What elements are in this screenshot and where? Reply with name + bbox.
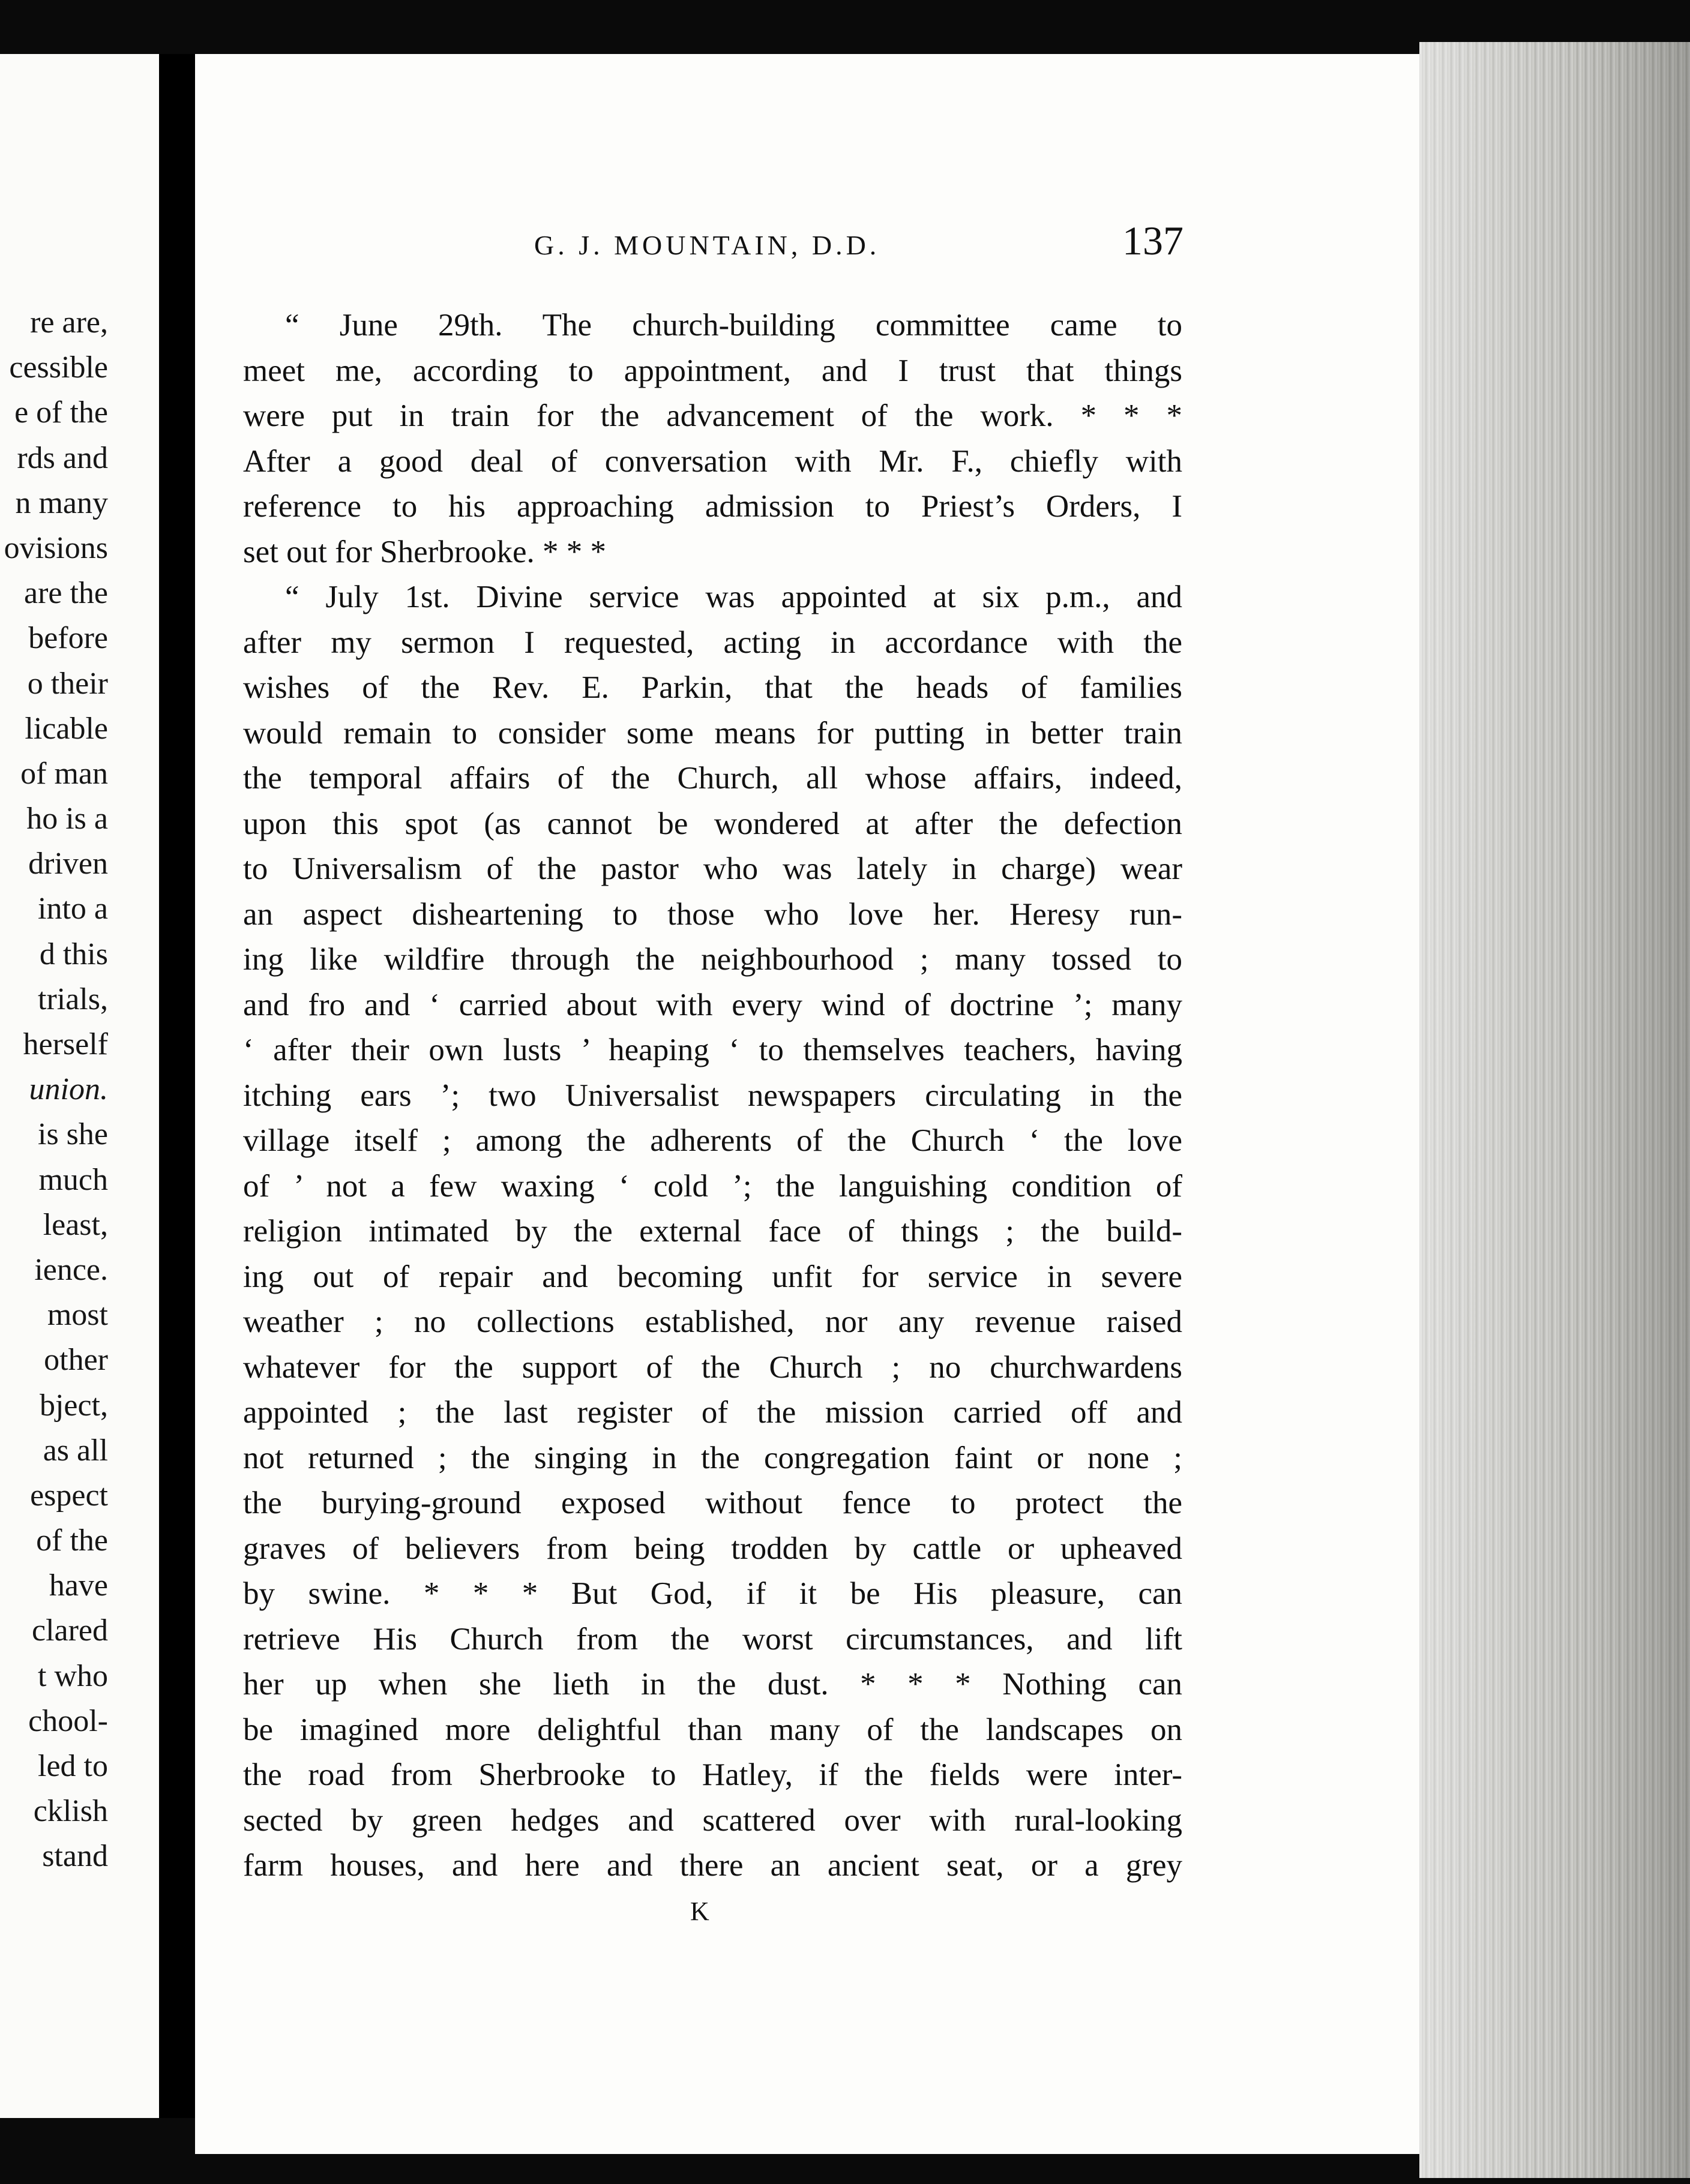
left-page-line: have: [49, 1568, 108, 1603]
left-page-line: rds and: [17, 440, 108, 475]
text-line: “ June 29th. The church-building committee came to: [285, 308, 1182, 343]
left-page-line: bject,: [39, 1388, 108, 1423]
signature-mark: K: [690, 1897, 709, 1926]
text-line: ing out of repair and becoming unfit for service in severe: [243, 1259, 1182, 1294]
left-page-line: e of the: [14, 395, 108, 430]
left-page-line: other: [44, 1343, 108, 1378]
text-line: by swine. * * * But God, if it be His pleasure, can: [243, 1576, 1182, 1611]
text-line: retrieve His Church from the worst circumstances, and lift: [243, 1621, 1182, 1657]
page-number: 137: [1122, 218, 1183, 263]
left-page-line: led to: [38, 1749, 108, 1783]
text-line: meet me, according to appointment, and I trust that things: [243, 353, 1182, 388]
left-page-line: much: [38, 1162, 108, 1197]
text-line: upon this spot (as cannot be wondered at after the defection: [243, 806, 1182, 841]
text-line: her up when she lieth in the dust. * * * Nothing can: [243, 1667, 1182, 1702]
left-page-line: licable: [25, 711, 108, 746]
text-line: of ’ not a few waxing ‘ cold ’; the languishing condition of: [243, 1168, 1182, 1204]
text-line: be imagined more delightful than many of the landscapes on: [243, 1712, 1182, 1747]
body-text: [243, 303, 1182, 1889]
text-line: After a good deal of conversation with Mr. F., chiefly with: [243, 443, 1182, 479]
left-page-line: ho is a: [26, 802, 108, 836]
left-page-line: chool-: [28, 1703, 108, 1738]
left-page-line: union.: [29, 1072, 108, 1107]
left-page-line: trials,: [38, 982, 108, 1016]
running-head-title: G. J. MOUNTAIN, D.D.: [534, 230, 880, 260]
text-line: set out for Sherbrooke. * * *: [243, 534, 606, 569]
left-page-line: herself: [23, 1027, 108, 1061]
book-gutter: [159, 54, 195, 2118]
text-line: itching ears ’; two Universalist newspapers circulating in the: [243, 1078, 1182, 1113]
left-page-line: cklish: [33, 1794, 108, 1829]
left-page-line: re are,: [30, 305, 108, 340]
text-line: were put in train for the advancement of the work. * * *: [243, 398, 1182, 433]
text-line: would remain to consider some means for putting in better train: [243, 715, 1182, 751]
text-line: after my sermon I requested, acting in accordance with the: [243, 625, 1182, 660]
left-page-line: espect: [30, 1478, 108, 1513]
left-page-line: ovisions: [4, 530, 108, 565]
text-line: ‘ after their own lusts ’ heaping ‘ to themselves teachers, having: [243, 1033, 1182, 1067]
left-page-line: into a: [38, 892, 108, 926]
text-line: religion intimated by the external face of things ; the build-: [243, 1214, 1182, 1249]
left-page-line: of the: [36, 1523, 108, 1558]
left-facing-page: [0, 54, 159, 2118]
left-page-line: most: [47, 1298, 108, 1333]
text-line: appointed ; the last register of the mission carried off and: [243, 1395, 1182, 1430]
left-page-line: least,: [43, 1207, 108, 1242]
left-page-line: of man: [20, 756, 108, 791]
left-page-line: stand: [42, 1839, 108, 1874]
text-line: graves of believers from being trodden by cattle or upheaved: [243, 1531, 1182, 1566]
text-line: the temporal affairs of the Church, all whose affairs, indeed,: [243, 761, 1182, 796]
text-line: and fro and ‘ carried about with every wind of doctrine ’; many: [243, 987, 1182, 1022]
text-line: ing like wildfire through the neighbourhood ; many tossed to: [243, 942, 1182, 977]
left-page-line: ience.: [34, 1252, 108, 1287]
text-line: weather ; no collections established, nor any revenue raised: [243, 1304, 1182, 1339]
page-edges: [1419, 42, 1690, 2178]
left-page-line: are the: [23, 576, 108, 611]
running-head: [330, 218, 1183, 271]
text-line: to Universalism of the pastor who was lately in charge) wear: [243, 851, 1182, 886]
text-line: farm houses, and here and there an ancient seat, or a grey: [243, 1848, 1182, 1883]
left-page-line: is she: [38, 1117, 108, 1152]
text-line: not returned ; the singing in the congregation faint or none ;: [243, 1440, 1182, 1475]
left-page-line: before: [28, 621, 108, 656]
left-page-line: o their: [27, 666, 108, 701]
text-line: an aspect disheartening to those who love her. Heresy run-: [243, 896, 1182, 932]
text-line: whatever for the support of the Church ; no churchwardens: [243, 1349, 1182, 1385]
text-line: sected by green hedges and scattered over with rural-looking: [243, 1802, 1182, 1838]
text-line: wishes of the Rev. E. Parkin, that the heads of families: [243, 670, 1182, 705]
text-line: the burying-ground exposed without fence to protect the: [243, 1486, 1182, 1520]
left-page-line: cessible: [9, 350, 108, 385]
left-page-line: as all: [43, 1433, 108, 1468]
text-line: reference to his approaching admission to Priest’s Orders, I: [243, 489, 1182, 524]
text-line: “ July 1st. Divine service was appointed at six p.m., and: [285, 580, 1182, 614]
left-page-line: d this: [39, 937, 108, 971]
left-page-line: driven: [28, 847, 108, 881]
left-page-line: n many: [15, 485, 108, 520]
left-page-line: t who: [38, 1658, 108, 1693]
left-page-text: [0, 300, 108, 1879]
text-line: village itself ; among the adherents of the Church ‘ the love: [243, 1123, 1182, 1158]
text-line: the road from Sherbrooke to Hatley, if the fields were inter-: [243, 1757, 1182, 1792]
left-page-line: clared: [31, 1613, 108, 1648]
